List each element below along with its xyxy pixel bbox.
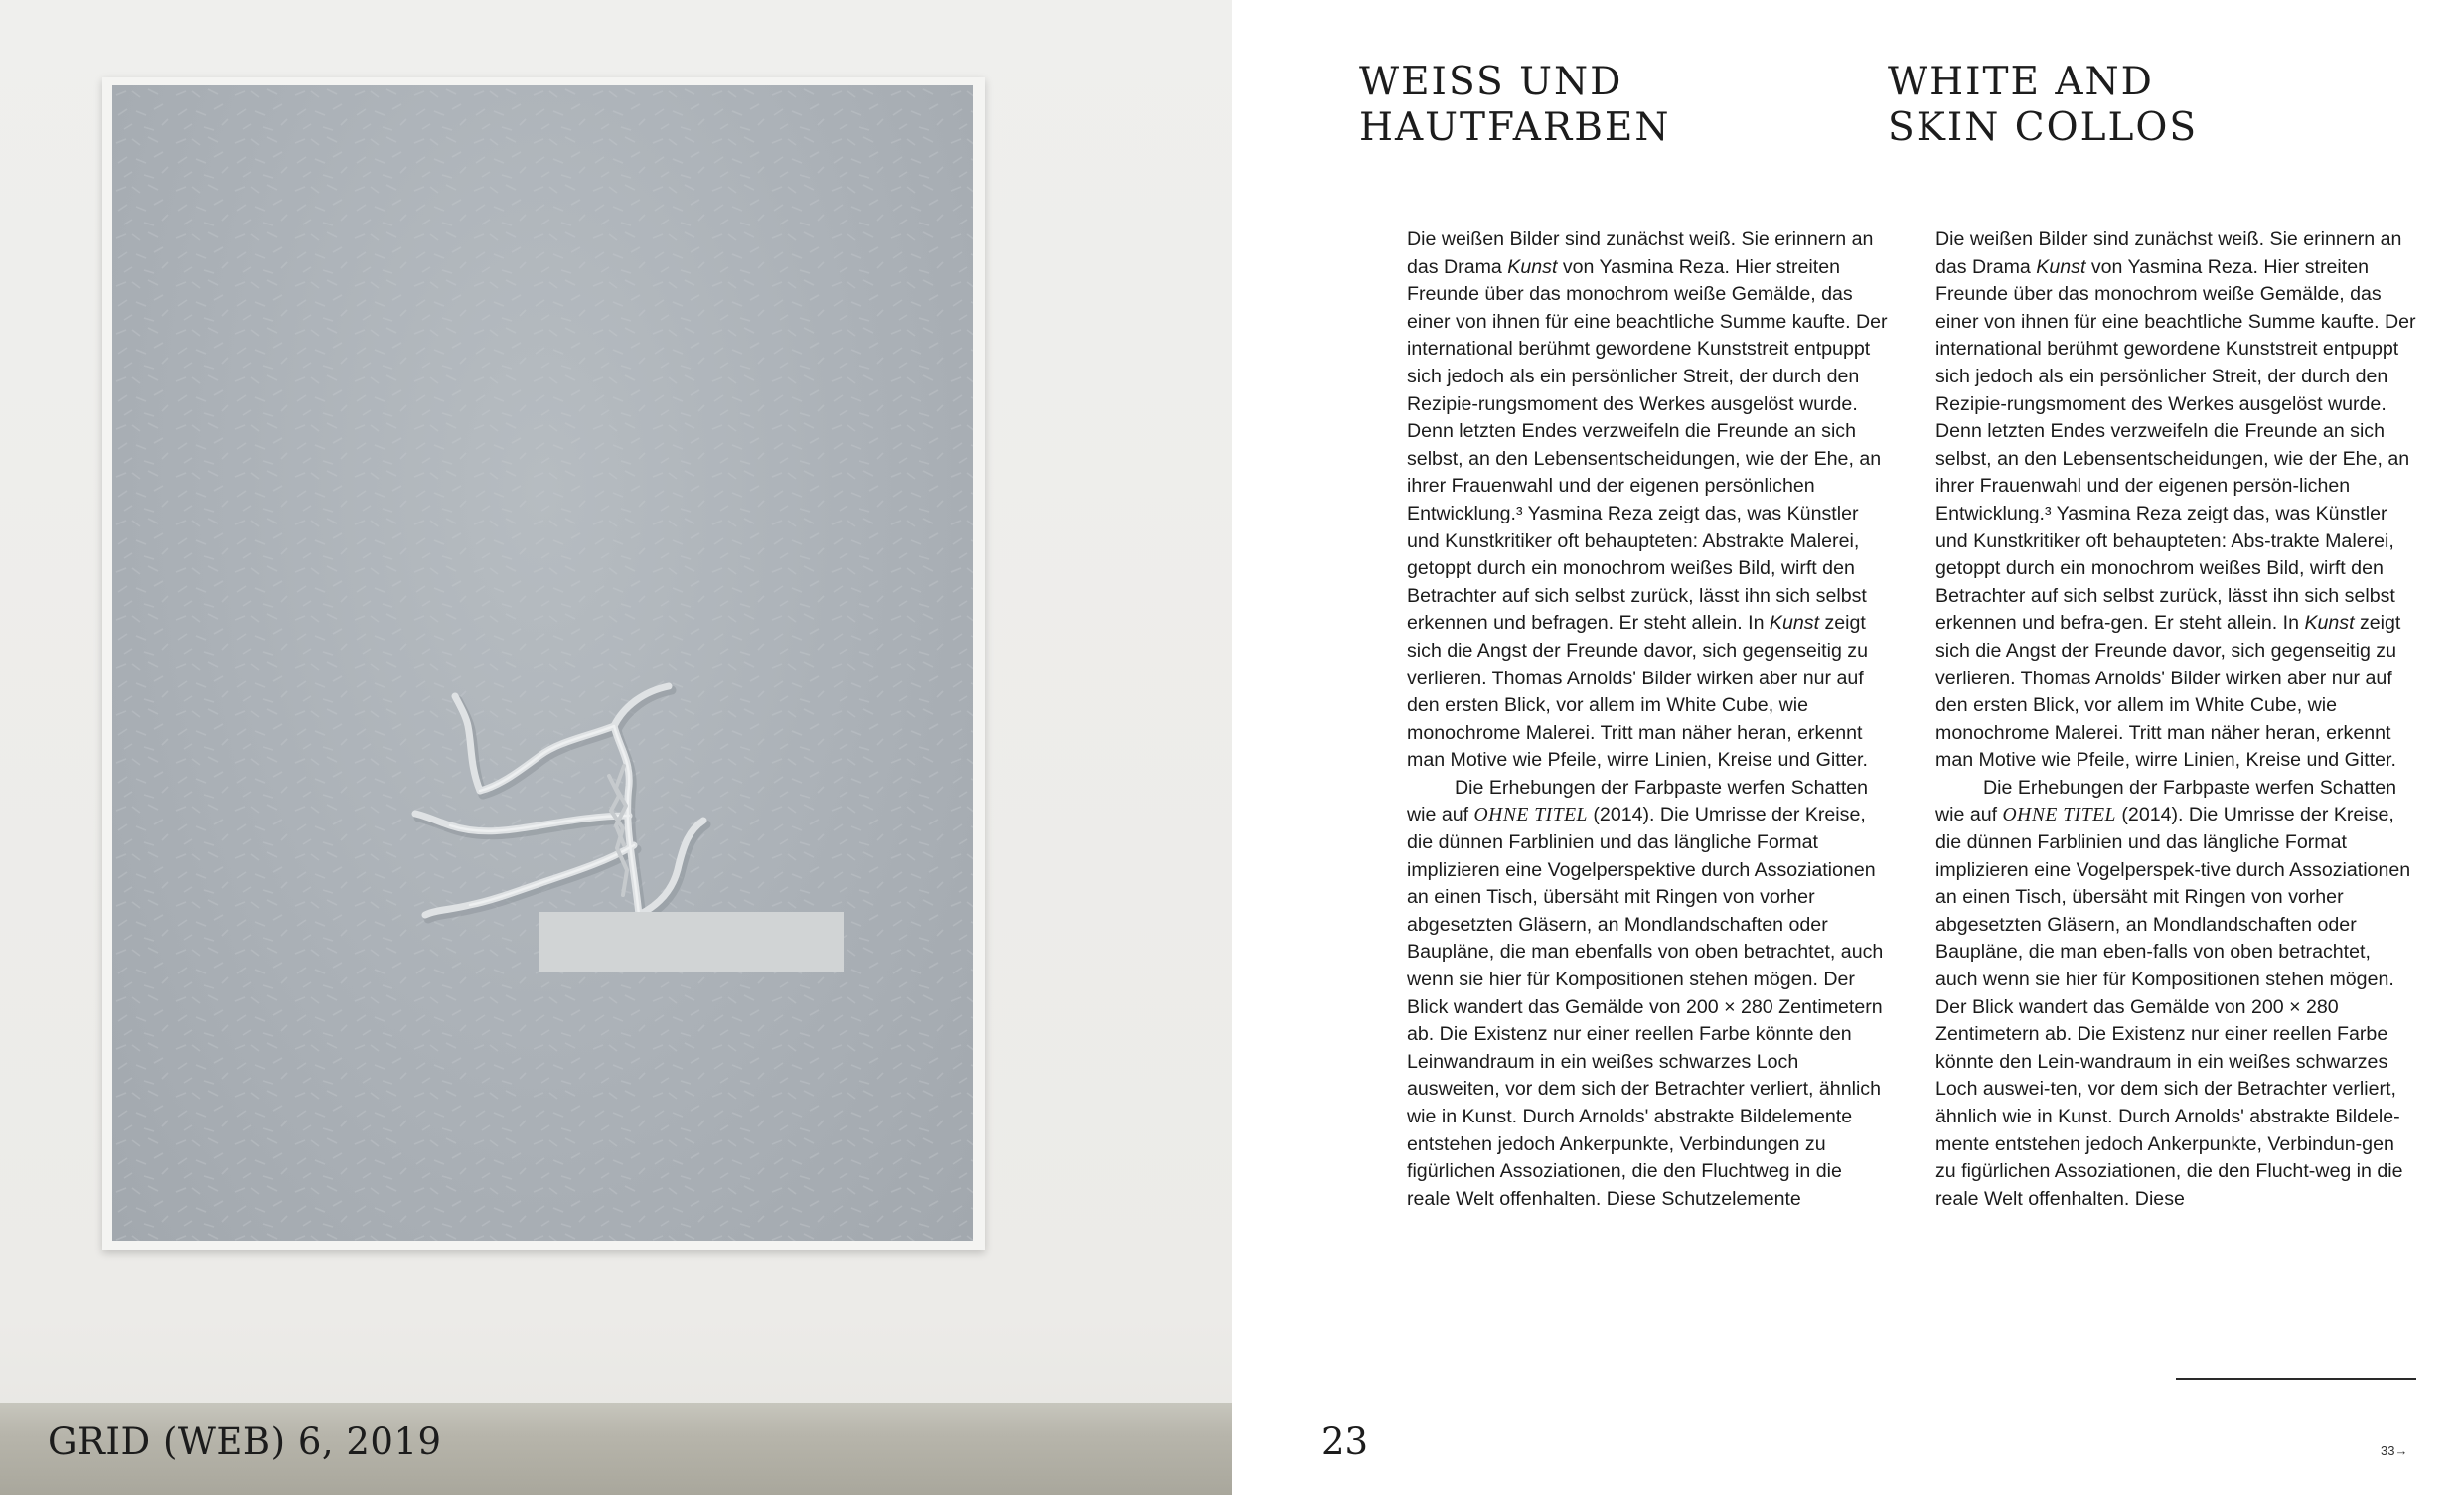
heading-german <box>1359 60 1671 151</box>
painting-canvas <box>112 85 973 1241</box>
journal-footer: GRID (WEB) 6, 2019 <box>48 1420 442 1463</box>
paragraph-1: Die weißen Bilder sind zunächst weiß. Sie erinnern an das Drama Kunst von Yasmina Reza. Hier streiten Freunde über das monochrom weiße Gemälde, das einer von ihnen für eine beachtliche Summe kaufte. Der international berühmt gewordene Kunststreit entpuppt sich jedoch als ein persönlicher Streit, der durch den Rezipie-rungsmoment des Werkes ausgelöst wurde. Denn letzten Endes verzweifeln die Freunde an sich selbst, an den Lebensentscheidungen, wie der Ehe, an ihrer Frauenwahl und der eigenen persönlichen Entwicklung.³ Yasmina Reza zeigt das, was Künstler und Kunstkritiker oft behaupteten: Abstrakte Malerei, getoppt durch ein monochrom weißes Bild, wirft den Betrachter auf sich selbst zurück, lässt ihn sich selbst erkennen und befragen. Er steht allein. In Kunst zeigt sich die Angst der Freunde davor, sich gegenseitig zu verlieren. Thomas Arnolds' Bilder wirken aber nur auf den ersten Blick, vor allem im White Cube, wie monochrome Malerei. Tritt man näher heran, erkennt man Motive wie Pfeile, wirre Linien, Kreise und Gitter. <box>1407 228 1888 772</box>
heading-german-line-2: HAUTFARBEN <box>1359 105 1671 150</box>
heading-german-line-1: WEISS UND <box>1359 60 1623 104</box>
painting-frame <box>102 77 985 1250</box>
heading-english-line-2: SKIN COLLOS <box>1888 105 2199 150</box>
pale-rectangle <box>539 912 844 972</box>
paragraph-2: Die Erhebungen der Farbpaste werfen Schatten wie auf OHNE TITEL (2014). Die Umrisse der Kreise, die dünnen Farblinien und das längliche Format implizieren eine Vogelperspektive durch Assoziationen an einen Tisch, übersäht mit Ringen von vorher abgesetzten Gläsern, an Mondlandschaften oder Baupläne, die man ebenfalls von oben betrachtet, auch wenn sie hier für Kompositionen stehen mögen. Der Blick wandert das Gemälde von 200 × 280 Zentimetern ab. Die Existenz nur einer reellen Farbe könnte den Leinwandraum in ein weißes schwarzes Loch ausweiten, vor dem sich der Betrachter verliert, ähnlich wie in Kunst. Durch Arnolds' abstrakte Bildelemente entstehen jedoch Ankerpunkte, Verbindungen zu figürlichen Assoziationen, die den Fluchtweg in die reale Welt offenhalten. Diese Schutzelemente <box>1407 776 1884 1210</box>
branch-relief <box>410 667 867 1054</box>
paragraph-2: Die Erhebungen der Farbpaste werfen Schatten wie auf OHNE TITEL (2014). Die Umrisse der Kreise, die dünnen Farblinien und das längliche Format implizieren eine Vogelperspek-tive durch Assoziationen an einen Tisch, übersäht mit Ringen von vorher abgesetzten Gläsern, an Mondlandschaften oder Baupläne, die man eben-falls von oben betrachtet, auch wenn sie hier für Kompositionen stehen mögen. Der Blick wandert das Gemälde von 200 × 280 Zentimetern ab. Die Existenz nur einer reellen Farbe könnte den Lein-wandraum in ein weißes schwarzes Loch auswei-ten, vor dem sich der Betrachter verliert, ähnlich wie in Kunst. Durch Arnolds' abstrakte Bildele-mente entstehen jedoch Ankerpunkte, Verbindun-gen zu figürlichen Assoziationen, die den Flucht-weg in die reale Welt offenhalten. Diese <box>1935 776 2411 1210</box>
continue-reference[interactable]: 33→ <box>2381 1443 2408 1458</box>
body-column-english <box>1935 226 2416 1339</box>
body-column-german <box>1407 226 1888 1339</box>
heading-english-line-1: WHITE AND <box>1888 60 2154 104</box>
heading-english <box>1888 60 2198 151</box>
footnote-rule <box>2176 1378 2416 1380</box>
page-number: 23 <box>1321 1420 1369 1463</box>
canvas-texture <box>112 85 973 1241</box>
paragraph-1: Die weißen Bilder sind zunächst weiß. Sie erinnern an das Drama Kunst von Yasmina Reza. Hier streiten Freunde über das monochrom weiße Gemälde, das einer von ihnen für eine beachtliche Summe kaufte. Der international berühmt gewordene Kunststreit entpuppt sich jedoch als ein persönlicher Streit, der durch den Rezipie-rungsmoment des Werkes ausgelöst wurde. Denn letzten Endes verzweifeln die Freunde an sich selbst, an den Lebensentscheidungen, wie der Ehe, an ihrer Frauenwahl und der eigenen persön-lichen Entwicklung.³ Yasmina Reza zeigt das, was Künstler und Kunstkritiker oft behaupteten: Abs-trakte Malerei, getoppt durch ein monochrom weißes Bild, wirft den Betrachter auf sich selbst zurück, lässt ihn sich selbst erkennen und befra-gen. Er steht allein. In Kunst zeigt sich die Angst der Freunde davor, sich gegenseitig zu verlieren. Thomas Arnolds' Bilder wirken aber nur auf den ersten Blick, vor allem im White Cube, wie monochrome Malerei. Tritt man näher heran, erkennt man Motive wie Pfeile, wirre Linien, Kreise und Gitter. <box>1935 228 2416 772</box>
